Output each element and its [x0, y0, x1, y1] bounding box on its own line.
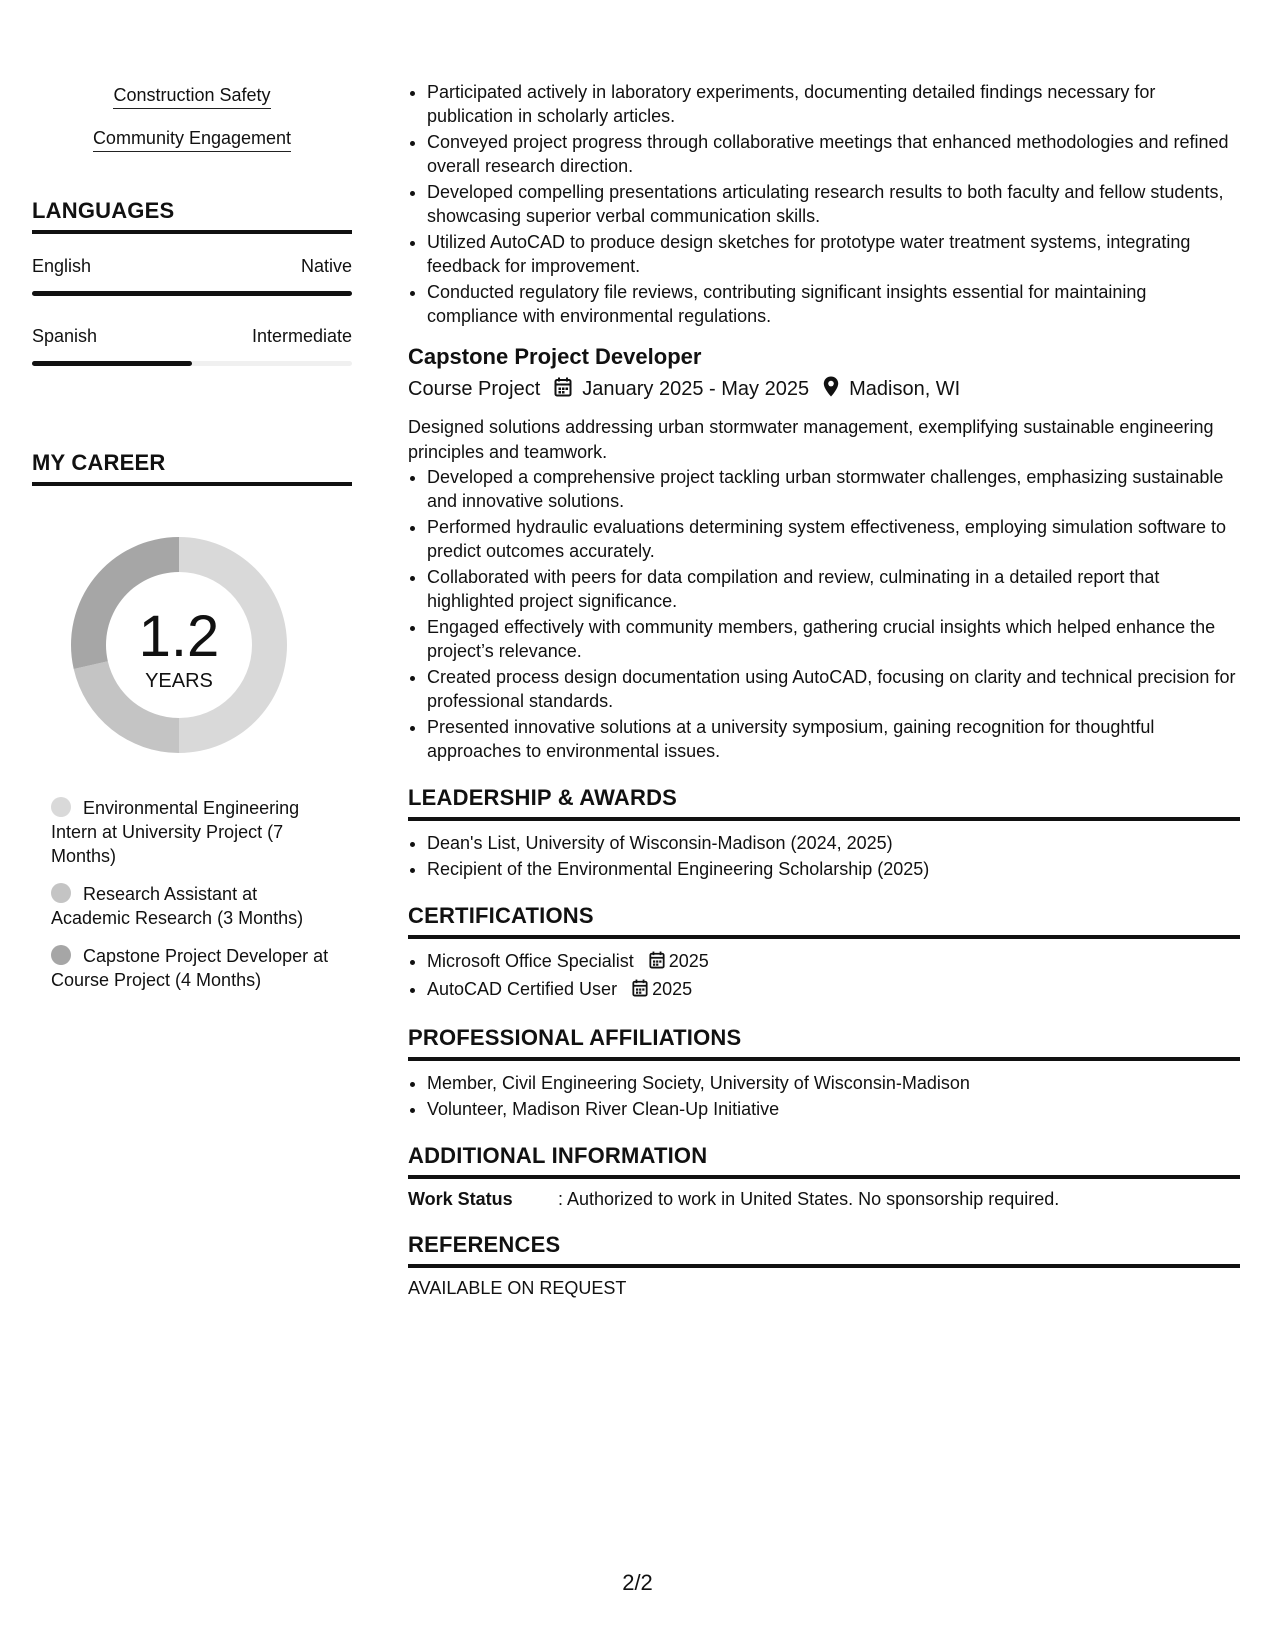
certification-year: 2025: [668, 951, 709, 971]
language-level: Intermediate: [251, 326, 352, 346]
list-item: • Recipient of the Environmental Engineering Scholarship (2025): [427, 857, 1240, 881]
job-meta: [408, 376, 1240, 403]
career-legend: [51, 796, 331, 992]
affiliations-heading: PROFESSIONAL AFFILIATIONS: [408, 1025, 1240, 1061]
capstone-bullets: [408, 465, 1240, 763]
career-section: [32, 450, 352, 1006]
legend-label: Research Assistant at Academic Research (3 Months): [51, 884, 304, 928]
career-total-value: 1.2: [138, 604, 220, 669]
job-summary: Designed solutions addressing urban stormwater management, exemplifying sustainable engineering principles and teamwork.: [408, 417, 1214, 462]
page-number: 2/2: [622, 1570, 653, 1595]
job-dates: January 2025 - May 2025: [582, 378, 810, 400]
list-item: • Conducted regulatory file reviews, contributing significant insights essential for maintaining compliance with environmental regulations.: [427, 280, 1240, 328]
list-item: [427, 977, 1240, 1003]
skill-tag: Community Engagement: [93, 127, 291, 152]
language-bar-fill: [32, 291, 352, 296]
language-name: Spanish: [32, 326, 98, 346]
job-location: Madison, WI: [849, 378, 961, 400]
certification-name: AutoCAD Certified User: [427, 979, 618, 999]
language-name: English: [32, 256, 92, 276]
additional-info-heading: ADDITIONAL INFORMATION: [408, 1143, 1240, 1179]
legend-item: [51, 796, 331, 868]
leadership-list: [408, 831, 1240, 881]
legend-dot: [51, 883, 71, 903]
skill-tag: Construction Safety: [113, 84, 270, 109]
list-item: • Volunteer, Madison River Clean-Up Initiative: [427, 1097, 1240, 1121]
career-total-unit: YEARS: [145, 670, 213, 692]
list-item: • Utilized AutoCAD to produce design sketches for prototype water treatment systems, integrating feedback for improvement.: [427, 230, 1240, 278]
languages-section: [32, 198, 352, 366]
language-level: Native: [300, 256, 352, 276]
references-heading: REFERENCES: [408, 1232, 1240, 1268]
certification-year-wrap: [632, 979, 692, 999]
language-bar: [32, 361, 352, 366]
main-content: [408, 80, 1240, 1299]
affiliations-list: [408, 1071, 1240, 1121]
list-item: • Participated actively in laboratory experiments, documenting detailed findings necessary for publication in scholarly articles.: [427, 80, 1240, 128]
language-bar-fill: [32, 361, 192, 366]
job-title: Capstone Project Developer: [408, 344, 702, 369]
certification-name: Microsoft Office Specialist: [427, 951, 634, 971]
calendar-icon: [554, 377, 572, 403]
certification-year: 2025: [652, 979, 693, 999]
list-item: • Developed a comprehensive project tackling urban stormwater challenges, emphasizing sustainable and innovative solutions.: [427, 465, 1240, 513]
list-item: • Performed hydraulic evaluations determining system effectiveness, employing simulation software to predict outcomes accurately.: [427, 515, 1240, 563]
legend-item: [51, 944, 331, 992]
research-bullets: [408, 80, 1240, 328]
work-status-label: Work Status: [408, 1189, 513, 1209]
list-item: • Conveyed project progress through collaborative meetings that enhanced methodologies and refined overall research direction.: [427, 130, 1240, 178]
legend-item: [51, 882, 331, 930]
language-row: [32, 326, 352, 347]
references-text: AVAILABLE ON REQUEST: [408, 1278, 627, 1298]
donut-center: [64, 530, 294, 760]
certifications-heading: CERTIFICATIONS: [408, 903, 1240, 939]
list-item: • Member, Civil Engineering Society, University of Wisconsin-Madison: [427, 1071, 1240, 1095]
legend-dot: [51, 797, 71, 817]
sidebar: [32, 84, 352, 990]
certifications-list: [408, 949, 1240, 1003]
list-item: • Dean's List, University of Wisconsin-Madison (2024, 2025): [427, 831, 1240, 855]
job-organization: Course Project: [408, 378, 541, 400]
skills-list: [32, 84, 352, 170]
map-pin-icon: [823, 376, 839, 403]
career-heading: MY CAREER: [32, 450, 352, 486]
legend-label: Environmental Engineering Intern at University Project (7 Months): [51, 798, 300, 866]
calendar-icon: [632, 979, 648, 1003]
calendar-icon: [649, 951, 665, 975]
career-donut-chart: [64, 530, 294, 760]
work-status-value: : Authorized to work in United States. No sponsorship required.: [558, 1189, 1060, 1209]
list-item: • Collaborated with peers for data compilation and review, culminating in a detailed report that highlighted project significance.: [427, 565, 1240, 613]
list-item: [427, 949, 1240, 975]
certification-year-wrap: [649, 951, 709, 971]
leadership-heading: LEADERSHIP & AWARDS: [408, 785, 1240, 821]
list-item: • Developed compelling presentations articulating research results to both faculty and fellow students, showcasing superior verbal communication skills.: [427, 180, 1240, 228]
list-item: • Presented innovative solutions at a university symposium, gaining recognition for thoughtful approaches to environmental issues.: [427, 715, 1240, 763]
work-status-row: [408, 1189, 1240, 1210]
legend-label: Capstone Project Developer at Course Project (4 Months): [51, 946, 329, 990]
list-item: • Engaged effectively with community members, gathering crucial insights which helped enhance the project’s relevance.: [427, 615, 1240, 663]
languages-heading: LANGUAGES: [32, 198, 352, 234]
language-bar: [32, 291, 352, 296]
list-item: • Created process design documentation using AutoCAD, focusing on clarity and technical precision for professional standards.: [427, 665, 1240, 713]
legend-dot: [51, 945, 71, 965]
language-row: [32, 256, 352, 277]
